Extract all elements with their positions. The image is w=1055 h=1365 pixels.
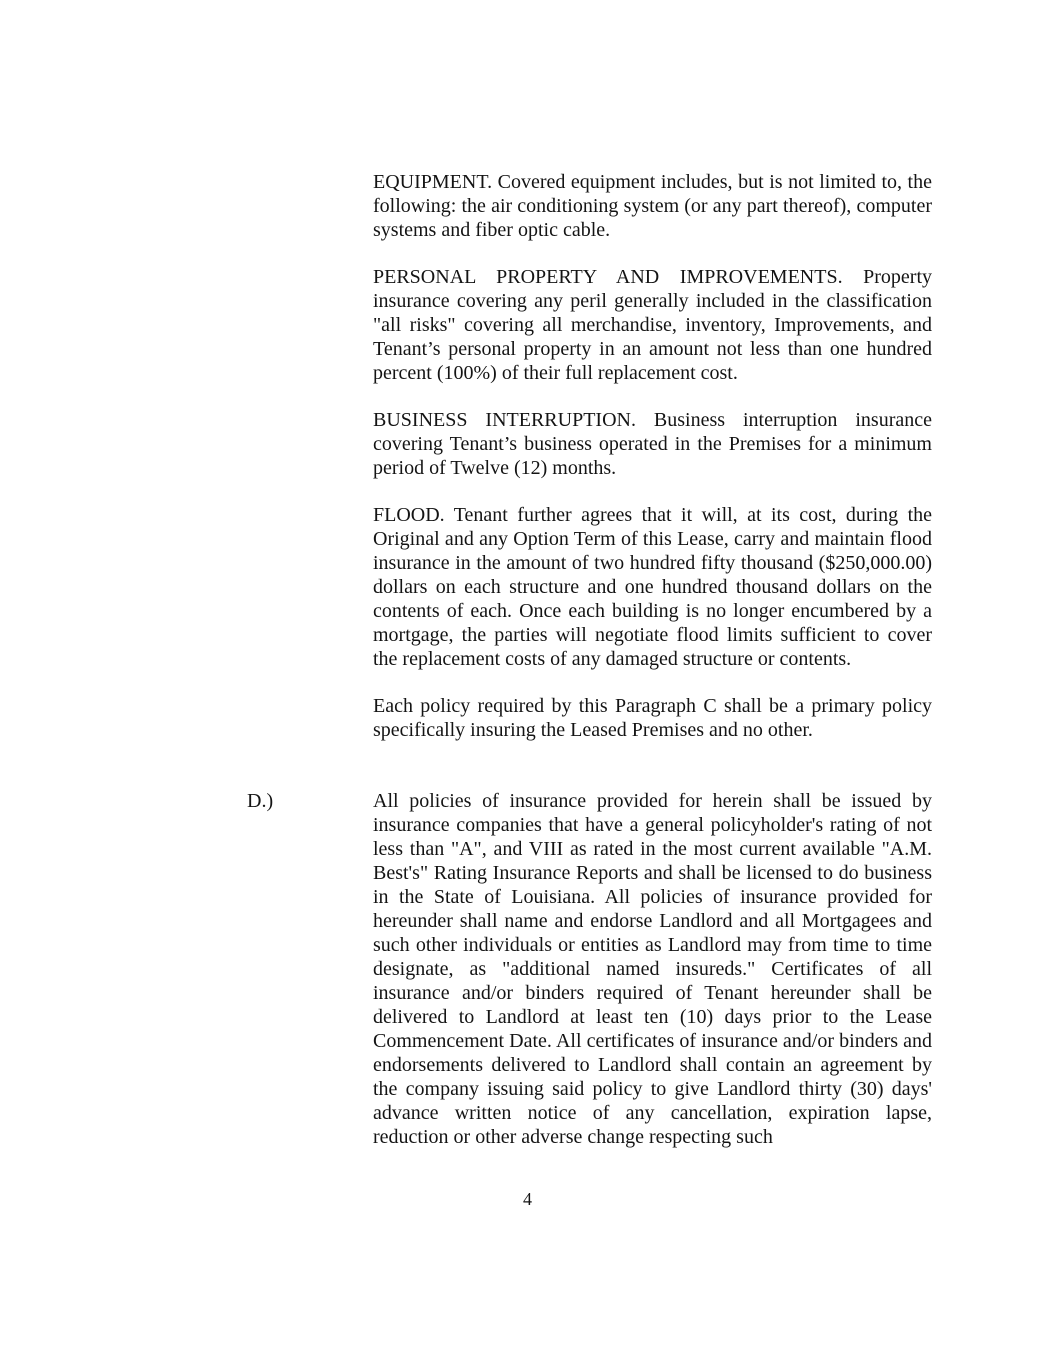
paragraph-equipment: EQUIPMENT. Covered equipment includes, but is not limited to, the following: the air conditioning system (or any part thereof), computer systems and fiber optic cable. <box>373 171 932 241</box>
paragraph-flood: FLOOD. Tenant further agrees that it will, at its cost, during the Original and any Option Term of this Lease, carry and maintain flood insurance in the amount of two hundred fifty thousand ($250,000.00) dollars on each structure and one hundred thousand dollars on the contents of each. Once each building is no longer encumbered by a mortgage, the parties will negotiate flood limits sufficient to cover the replacement costs of any damaged structure or contents. <box>373 504 932 670</box>
clause-d <box>247 789 1055 1149</box>
paragraph-business-interruption: BUSINESS INTERRUPTION. Business interruption insurance covering Tenant’s business operated in the Premises for a minimum period of Twelve (12) months. <box>373 409 932 479</box>
page-number: 4 <box>523 1189 532 1209</box>
paragraph-primary-policy: Each policy required by this Paragraph C shall be a primary policy specifically insuring the Leased Premises and no other. <box>373 695 932 741</box>
clause-d-label: D.) <box>247 790 274 812</box>
paragraph-personal-property: PERSONAL PROPERTY AND IMPROVEMENTS. Property insurance covering any peril generally included in the classification "all risks" covering all merchandise, inventory, Improvements, and Tenant’s personal property in an amount not less than one hundred percent (100%) of their full replacement cost. <box>373 266 932 384</box>
clause-d-text: All policies of insurance provided for herein shall be issued by insurance companies that have a general policyholder's rating of not less than "A", and VIII as rated in the most current available "A.M. Best's" Rating Insurance Reports and shall be licensed to do business in the State of Louisiana. All policies of insurance provided for hereunder shall name and endorse Landlord and all Mortgagees and such other individuals or entities as Landlord may from time to time designate, as "additional named insureds." Certificates of all insurance and/or binders required of Tenant hereunder shall be delivered to Landlord at least ten (10) days prior to the Lease Commencement Date. All certificates of insurance and/or binders and endorsements delivered to Landlord shall contain an agreement by the company issuing said policy to give Landlord thirty (30) days' advance written notice of any cancellation, expiration lapse, reduction or other adverse change respecting such <box>373 790 932 1148</box>
